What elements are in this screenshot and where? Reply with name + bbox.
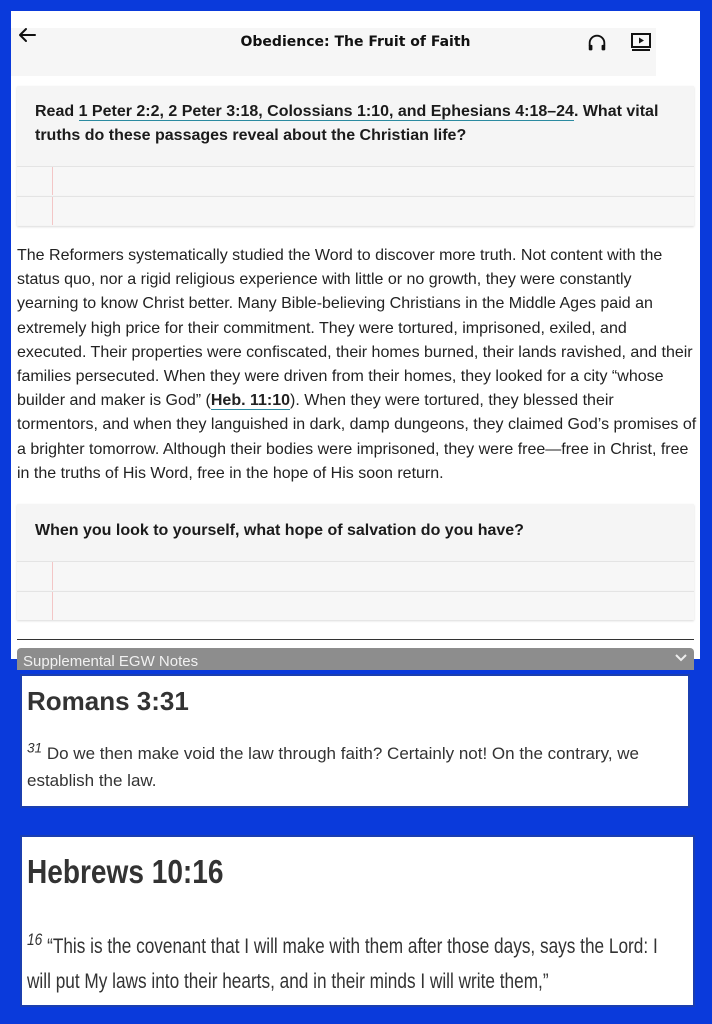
scripture-links[interactable]: 1 Peter 2:2, 2 Peter 3:18, Colossians 1:10, and Ephesians 4:18–24 xyxy=(78,103,574,120)
margin-line xyxy=(52,562,53,590)
question-1-prefix: Read xyxy=(35,103,79,120)
headphones-icon[interactable] xyxy=(586,32,608,54)
lesson-paragraph xyxy=(17,244,697,486)
answer-line[interactable] xyxy=(17,561,694,590)
scripture-link-heb[interactable]: Heb. 11:10 xyxy=(210,392,291,410)
page-title: Obedience: The Fruit of Faith xyxy=(240,34,471,50)
verse-body: Do we then make void the law through faith? Certainly not! On the contrary, we establish the law. xyxy=(27,744,640,790)
paragraph-part-1: The Reformers systematically studied the Word to discover more truth. Not content with the status quo, nor a rigid religious experience with little or no growth, they were constantly yearning to know Christ better. Many Bible-believing Christians in the Middle Ages paid an extremely high price for their commitment. They were tortured, imprisoned, exiled, and executed. Their properties were confiscated, their homes burned, their lands ravished, and their families persecuted. When they were driven from their homes, they looked for a city “whose builder and maker is God” ( xyxy=(17,247,693,410)
study-page xyxy=(11,11,700,670)
verse-body: “This is the covenant that I will make with them after those days, says the Lord: I will put My laws into their hearts, and in their minds I will write them,” xyxy=(27,935,658,993)
chevron-down-icon xyxy=(674,653,688,663)
verse-reference: Romans 3:31 xyxy=(27,686,189,716)
question-1-suffix: . What vital truths do these passages reveal about the Christian life? xyxy=(35,103,659,144)
question-1-text xyxy=(35,100,674,148)
egw-notes-toggle[interactable] xyxy=(17,648,694,670)
margin-line xyxy=(52,167,53,195)
margin-line xyxy=(52,197,53,225)
verse-number: 16 xyxy=(27,930,43,949)
egw-notes-label: Supplemental EGW Notes xyxy=(23,653,199,670)
verse-number: 31 xyxy=(27,740,43,756)
answer-line[interactable] xyxy=(17,166,694,195)
question-box-2 xyxy=(17,504,694,620)
verse-text xyxy=(27,740,684,794)
verse-reference: Hebrews 10:16 xyxy=(27,853,224,890)
divider xyxy=(17,639,694,640)
question-box-1 xyxy=(17,86,694,226)
question-2-text: When you look to yourself, what hope of salvation do you have? xyxy=(35,522,524,539)
answer-line[interactable] xyxy=(17,196,694,225)
video-play-icon[interactable] xyxy=(630,32,652,52)
verse-card-hebrews xyxy=(20,835,695,1007)
paragraph-part-2: ). When they were tortured, they blessed their tormentors, and when they languished in dark, damp dungeons, they claimed God’s promises of a brighter tomorrow. Although their bodies were imprisoned, they were free—free in Christ, free in the truths of His Word, free in the hope of His soon return. xyxy=(17,392,697,482)
verse-card-romans xyxy=(20,674,690,808)
answer-line[interactable] xyxy=(17,591,694,620)
verse-text xyxy=(27,929,679,999)
margin-line xyxy=(52,592,53,620)
